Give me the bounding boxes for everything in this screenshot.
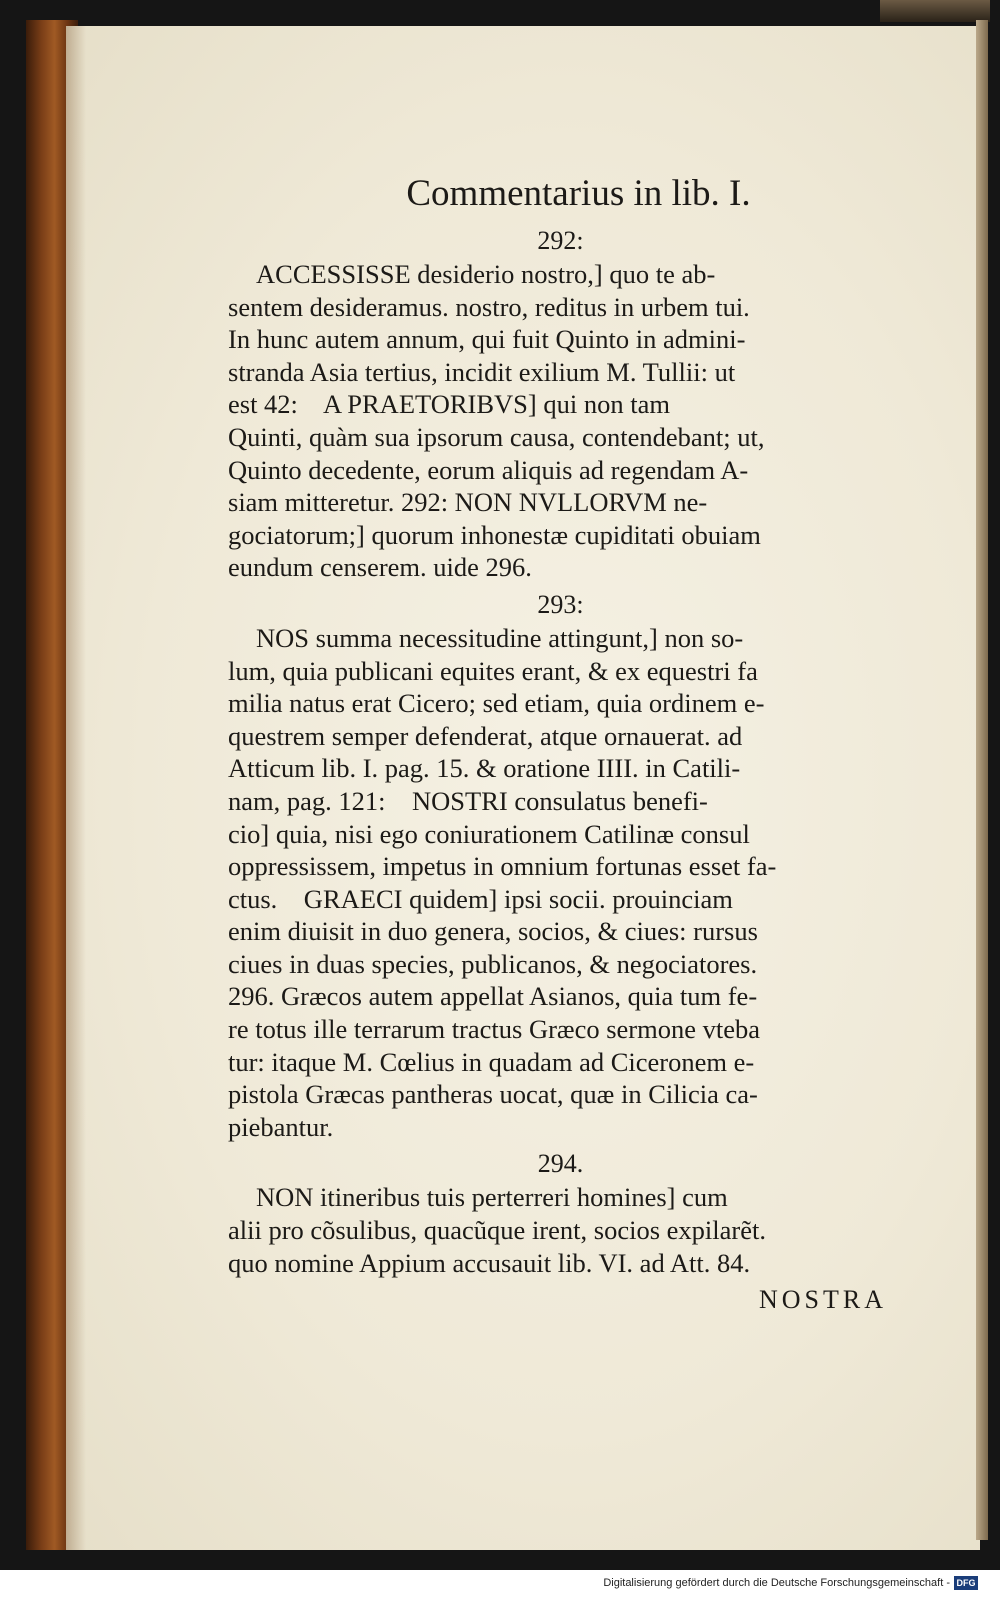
dfg-logo: DFG <box>954 1576 978 1590</box>
text-line: re totus ille terrarum tractus Græco sermone vteba <box>228 1014 761 1045</box>
text-line: est 42: A PRAETORIBVS] qui non tam <box>228 389 670 420</box>
text-line: eundum censerem. uide 296. <box>228 552 532 583</box>
text-line: Quinti, quàm sua ipsorum causa, contendebant; ut, <box>228 421 765 452</box>
text-line: sentem desideramus. nostro, reditus in urbem tui. <box>228 291 750 322</box>
text-line: ctus. GRAECI quidem] ipsi socii. prouinciam <box>228 883 733 914</box>
text-line: siam mitteretur. 292: NON NVLLORVM ne- <box>228 487 708 518</box>
running-title: Commentarius in lib. I. <box>406 173 751 214</box>
section-number: 292: <box>537 226 584 255</box>
text-line: milia natus erat Cicero; sed etiam, quia ordinem e- <box>228 688 765 719</box>
text-line: enim diuisit in duo genera, socios, & ciues: rursus <box>228 916 758 947</box>
paragraph <box>228 1181 893 1279</box>
text-line: questrem semper defenderat, atque ornauerat. ad <box>228 720 743 751</box>
text-line: pistola Græcas pantheras uocat, quæ in Cilicia ca- <box>228 1079 758 1110</box>
text-line: 296. Græcos autem appellat Asianos, quia tum fe- <box>228 981 758 1012</box>
section-number: 293: <box>537 589 584 619</box>
text-line: ciues in duas species, publicanos, & negociatores. <box>228 948 758 979</box>
text-line: lum, quia publicani equites erant, & ex equestri fa <box>228 655 758 686</box>
paragraph <box>228 258 893 584</box>
page-text-block <box>228 170 893 1315</box>
text-line: ACCESSISSE desiderio nostro,] quo te ab- <box>256 259 716 289</box>
digitization-footer <box>0 1570 1000 1597</box>
text-line: piebantur. <box>228 1111 334 1142</box>
text-line: stranda Asia tertius, incidit exilium M. Tullii: ut <box>228 356 736 387</box>
text-line: nam, pag. 121: NOSTRI consulatus benefi- <box>228 785 708 816</box>
text-line: Quinto decedente, eorum aliquis ad regendam A- <box>228 454 749 485</box>
text-line: In hunc autem annum, qui fuit Quinto in admini- <box>228 324 746 355</box>
top-edge-strip <box>880 0 990 22</box>
text-line: NON itineribus tuis perterreri homines] cum <box>256 1182 728 1213</box>
text-line: quo nomine Appium accusauit lib. VI. ad Att. 84. <box>228 1247 751 1278</box>
text-line: cio] quia, nisi ego coniurationem Catilinæ consul <box>228 818 750 849</box>
text-line: NOS summa necessitudine attingunt,] non so- <box>256 622 744 653</box>
text-line: tur: itaque M. Cœlius in quadam ad Ciceronem e- <box>228 1046 755 1077</box>
funding-credit: Digitalisierung gefördert durch die Deutsche Forschungsgemeinschaft - <box>603 1577 950 1589</box>
page-right-edge <box>976 20 988 1540</box>
page-gutter-shadow <box>66 26 86 1550</box>
text-line: Atticum lib. I. pag. 15. & oratione IIII. in Catili- <box>228 753 741 784</box>
text-line: gociatorum;] quorum inhonestæ cupiditati obuiam <box>228 519 761 550</box>
text-line: oppressissem, impetus in omnium fortunas esset fa- <box>228 851 777 882</box>
section-number: 294. <box>537 1149 584 1179</box>
text-line: alii pro cõsulibus, quacũque irent, socios expilarẽt. <box>228 1215 766 1246</box>
catchword: NOSTRA <box>758 1285 887 1315</box>
paragraph <box>228 622 893 1144</box>
